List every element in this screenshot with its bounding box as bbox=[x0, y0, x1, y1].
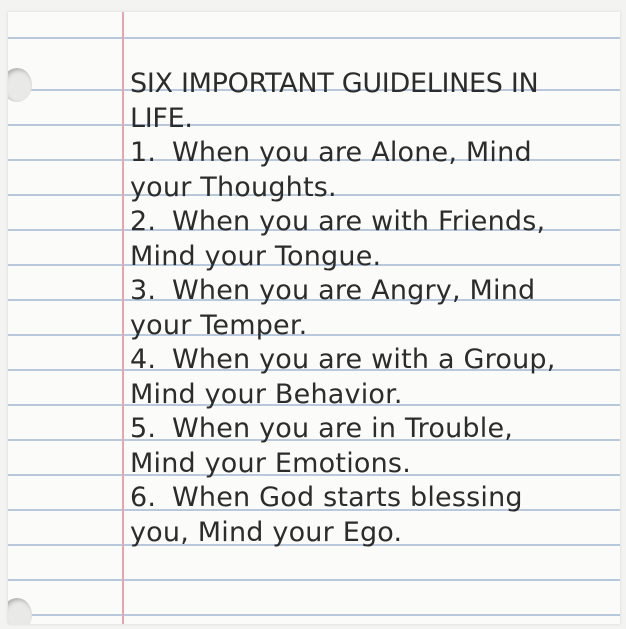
punch-hole-top bbox=[8, 68, 32, 102]
guideline-number: 4. bbox=[130, 344, 157, 375]
guideline-text-line-1: When you are Alone, Mind bbox=[172, 137, 532, 168]
note-title-line-2: LIFE. bbox=[130, 102, 193, 134]
guideline-item bbox=[130, 136, 620, 171]
guideline-text-line-1: When you are Angry, Mind bbox=[172, 275, 536, 306]
notebook-paper bbox=[8, 12, 620, 624]
guideline-text-line-2: your Temper. bbox=[130, 309, 308, 341]
punch-hole-bottom bbox=[8, 598, 32, 624]
guideline-number: 1. bbox=[130, 137, 157, 168]
guideline-item bbox=[130, 412, 620, 447]
guideline-text-line-2: your Thoughts. bbox=[130, 171, 337, 203]
margin-line bbox=[122, 12, 124, 624]
guideline-text-line-1: When you are with Friends, bbox=[172, 206, 546, 237]
guideline-text-line-2: Mind your Emotions. bbox=[130, 447, 411, 479]
guideline-number: 2. bbox=[130, 206, 157, 237]
guideline-number: 3. bbox=[130, 275, 157, 306]
guideline-item bbox=[130, 205, 620, 240]
handwritten-note bbox=[130, 67, 620, 550]
guideline-text-line-2: Mind your Behavior. bbox=[130, 378, 403, 410]
guideline-text-line-1: When you are in Trouble, bbox=[172, 413, 514, 444]
guideline-text-line-2: you, Mind your Ego. bbox=[130, 516, 403, 548]
guideline-text-line-1: When you are with a Group, bbox=[172, 344, 556, 375]
guideline-item bbox=[130, 343, 620, 378]
guideline-number: 6. bbox=[130, 482, 157, 513]
guideline-text-line-1: When God starts blessing bbox=[172, 482, 523, 513]
guideline-number: 5. bbox=[130, 413, 157, 444]
guideline-item bbox=[130, 481, 620, 516]
guideline-text-line-2: Mind your Tongue. bbox=[130, 240, 382, 272]
note-title-line-1: SIX IMPORTANT GUIDELINES IN bbox=[130, 68, 539, 99]
guideline-item bbox=[130, 274, 620, 309]
